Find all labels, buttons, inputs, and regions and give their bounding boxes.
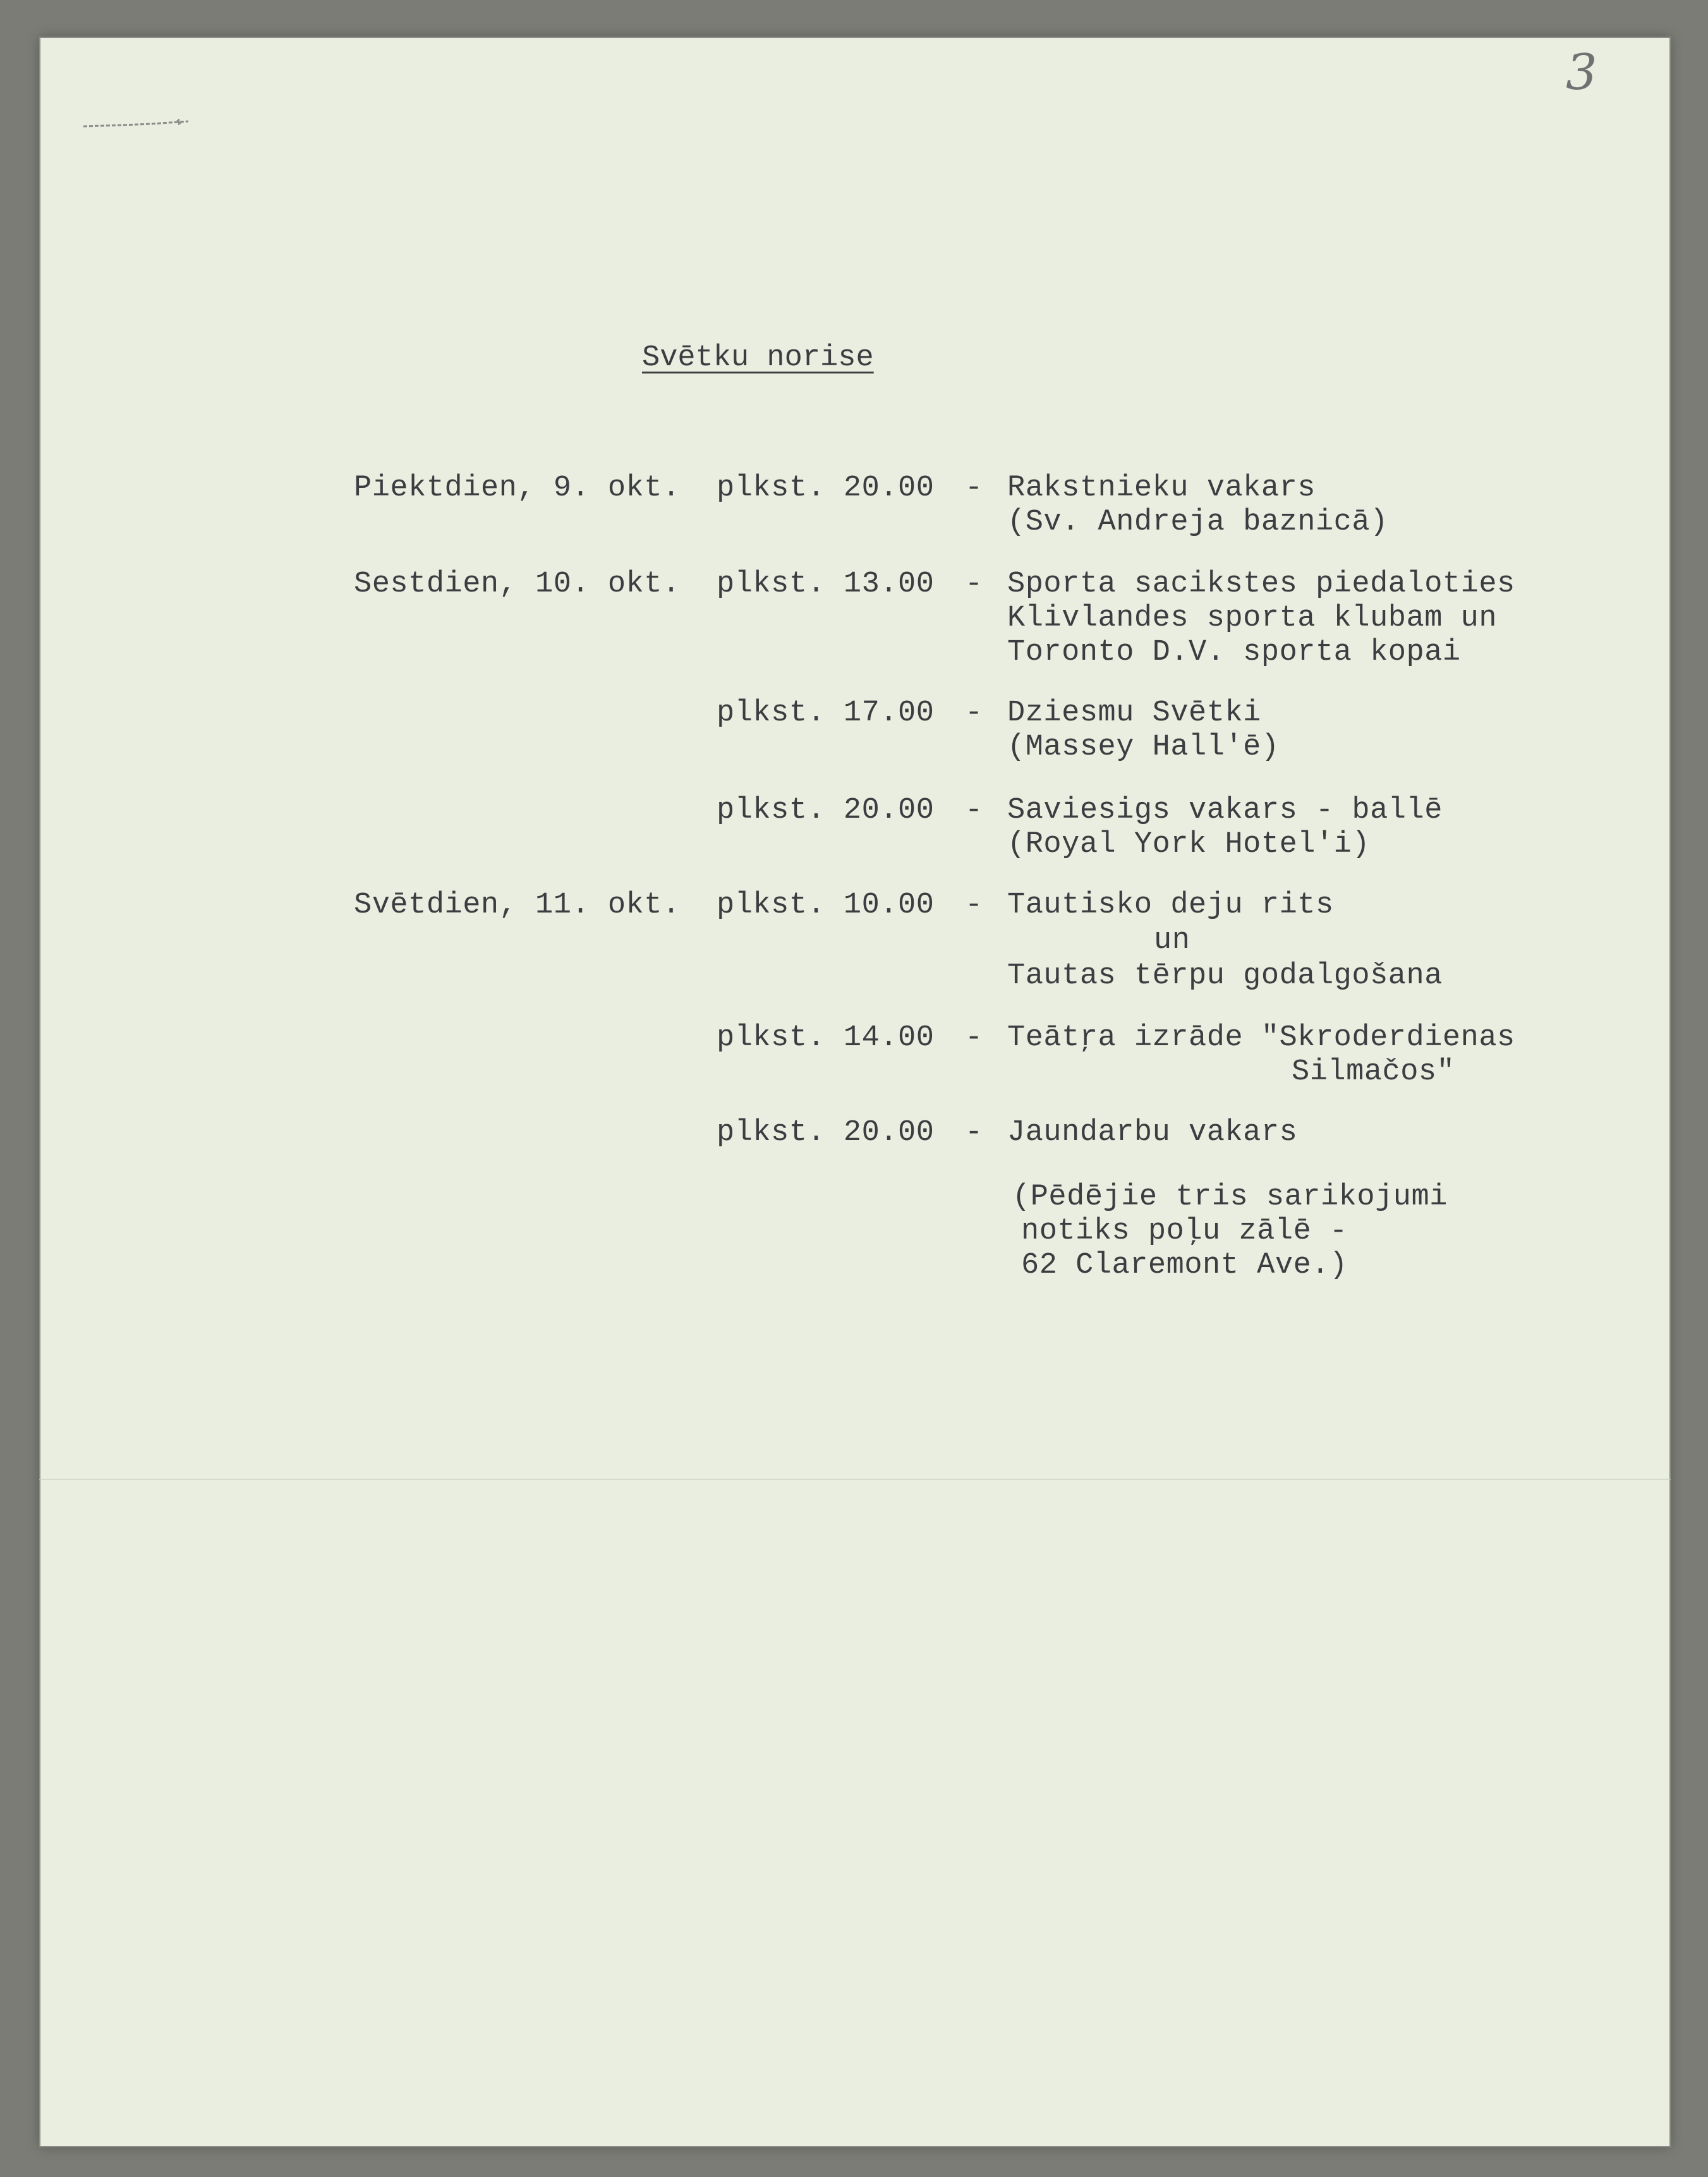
schedule-desc-line: (Massey Hall'ē) xyxy=(1007,731,1280,764)
schedule-day: Sestdien, 10. okt. xyxy=(354,567,681,601)
schedule-desc-line: Silmačos" xyxy=(1292,1055,1455,1089)
schedule-desc-line: Dziesmu Svētki xyxy=(1007,696,1261,730)
schedule-desc-line: (Sv. Andreja baznicā) xyxy=(1007,506,1388,539)
schedule-dash: - xyxy=(965,794,983,827)
schedule-desc-line: un xyxy=(1154,924,1190,957)
schedule-dash: - xyxy=(965,471,983,505)
schedule-time: plkst. 20.00 xyxy=(717,794,935,827)
schedule-desc-line: Saviesigs vakars - ballē xyxy=(1007,794,1443,827)
venue-note-line: 62 Claremont Ave.) xyxy=(1021,1249,1348,1282)
schedule-desc-line: Klivlandes sporta klubam un xyxy=(1007,602,1498,635)
schedule-desc-line: Sporta sacikstes piedaloties xyxy=(1007,567,1515,601)
schedule-time: plkst. 10.00 xyxy=(717,888,935,922)
schedule-dash: - xyxy=(965,567,983,601)
schedule-dash: - xyxy=(965,1021,983,1055)
schedule-dash: - xyxy=(965,696,983,730)
pencil-mark xyxy=(82,119,190,134)
schedule-desc-line: Teātŗa izrāde "Skroderdienas xyxy=(1007,1021,1515,1055)
schedule-time: plkst. 20.00 xyxy=(717,471,935,505)
schedule-day: Piektdien, 9. okt. xyxy=(354,471,681,505)
schedule-desc-line: Tautisko deju rits xyxy=(1007,888,1334,922)
schedule-dash: - xyxy=(965,888,983,922)
schedule-time: plkst. 17.00 xyxy=(717,696,935,730)
schedule-desc-line: (Royal York Hotel'i) xyxy=(1007,828,1371,861)
schedule-desc-line: Jaundarbu vakars xyxy=(1007,1116,1298,1149)
venue-note-line: notiks poļu zālē - xyxy=(1021,1215,1348,1248)
schedule-desc-line: Rakstnieku vakars xyxy=(1007,471,1316,505)
schedule-desc-line: Toronto D.V. sporta kopai xyxy=(1007,636,1461,669)
schedule-desc-line: Tautas tērpu godalgošana xyxy=(1007,959,1443,993)
venue-note-line: (Pēdējie tris sarikojumi xyxy=(1012,1180,1448,1214)
fold-line xyxy=(39,1479,1671,1480)
schedule-time: plkst. 13.00 xyxy=(717,567,935,601)
schedule-time: plkst. 20.00 xyxy=(717,1116,935,1149)
schedule-day: Svētdien, 11. okt. xyxy=(354,888,681,922)
schedule-time: plkst. 14.00 xyxy=(717,1021,935,1055)
schedule-dash: - xyxy=(965,1116,983,1149)
page-number: 3 xyxy=(1566,44,1597,101)
document-title: Svētku norise xyxy=(642,341,874,375)
